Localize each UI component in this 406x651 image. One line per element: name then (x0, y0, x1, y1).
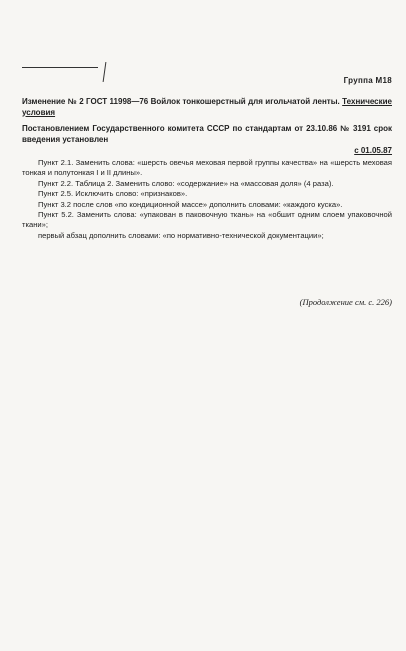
paragraph: Пункт 2.5. Исключить слово: «признаков». (38, 189, 188, 199)
resolution-text: Постановлением Государственного комитета СССР по стандартам от 23.10.86 № 3191 срок введения установлен (22, 124, 392, 144)
amendment-title-main: Изменение № 2 ГОСТ 11998—76 Войлок тонкошерстный для игольчатой ленты. (22, 97, 340, 106)
paragraph: Пункт 3.2 после слов «по кондиционной массе» дополнить словами: «каждого куска». (38, 199, 343, 209)
margin-tick (103, 62, 107, 82)
continuation-note: (Продолжение см. с. 226) (299, 297, 392, 307)
amendment-title-sub: Технические условия (22, 97, 392, 117)
paragraph: Пункт 2.2. Таблица 2. Заменить слово: «содержание» на «массовая доля» (4 раза). (38, 178, 334, 188)
amendment-body (22, 158, 392, 241)
paragraph: Пункт 2.1. Заменить слова: «шерсть овечья меховая первой группы качества» на «шерсть меховая тонкая и полутонкая I и II длины». (22, 158, 392, 178)
margin-rule (22, 67, 98, 68)
effective-date: с 01.05.87 (354, 146, 392, 155)
paragraph: первый абзац дополнить словами: «по нормативно-технической документации»; (38, 230, 324, 240)
amendment-title (22, 97, 392, 118)
paragraph: Пункт 5.2. Заменить слова: «упакован в паковочную ткань» на «обшит одним слоем упаковочной ткани»; (22, 210, 392, 230)
group-label: Группа М18 (343, 76, 392, 85)
